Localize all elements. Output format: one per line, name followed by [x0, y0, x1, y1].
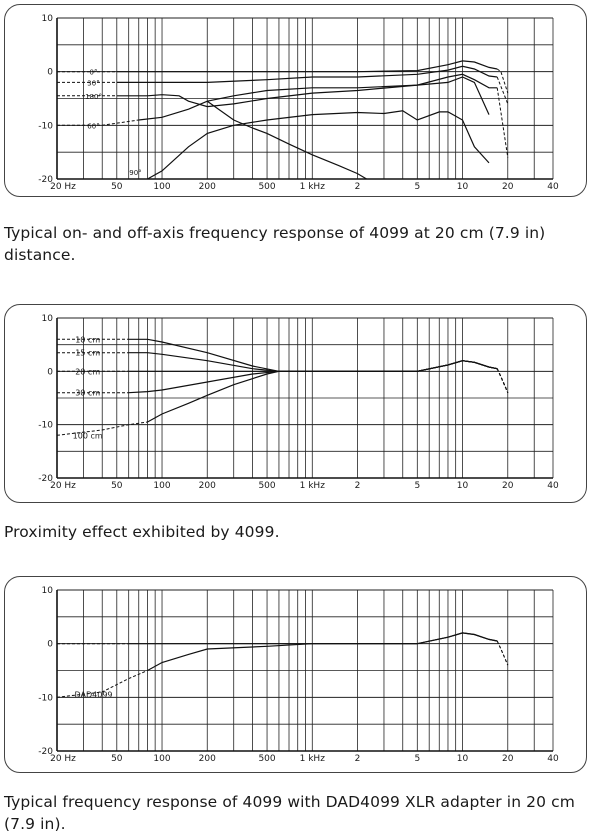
chart-panel-polar-response: [4, 4, 587, 197]
series-label: 60°: [87, 122, 100, 131]
y-gridlines: [57, 318, 553, 478]
series-line-dashed-tail: [497, 369, 508, 393]
series-label: DAD4099: [74, 690, 113, 700]
x-tick-label: 5: [414, 182, 421, 192]
y-tick-label: -20: [38, 175, 53, 185]
series-label: 180°: [85, 92, 102, 101]
x-tick-label: 2: [354, 182, 361, 192]
y-tick-label: 10: [41, 14, 53, 24]
x-tick-label: 20 Hz: [50, 754, 76, 764]
series-label: 20 cm: [75, 367, 101, 377]
series-label: 100 cm: [72, 431, 103, 441]
x-tick-label: 5: [414, 754, 421, 764]
caption-2: Proximity effect exhibited by 4099.: [4, 523, 280, 541]
series-line: [117, 66, 497, 82]
series-20-cm: [57, 361, 508, 393]
series-60-: [57, 74, 508, 157]
series-label: 30°: [87, 79, 100, 88]
series-label: 15 cm: [75, 348, 101, 358]
series-line: [148, 111, 490, 179]
series-line-dashed-tail: [497, 641, 508, 665]
x-tick-label: 2: [354, 481, 361, 491]
x-tick-label: 20 Hz: [50, 481, 76, 491]
x-tick-label: 2: [354, 754, 361, 764]
x-tick-label: 500: [258, 754, 276, 764]
y-gridlines: [57, 18, 553, 179]
x-tick-label: 100: [153, 754, 171, 764]
x-tick-label: 1 kHz: [299, 481, 325, 491]
x-tick-label: 40: [547, 754, 559, 764]
y-tick-label: -10: [38, 121, 53, 132]
series-90-: [129, 111, 489, 179]
x-tick-label: 200: [198, 754, 216, 764]
x-tick-label: 50: [111, 754, 123, 764]
x-tick-label: 100: [153, 182, 171, 192]
series-10-cm: [57, 335, 508, 392]
y-tick-label: -20: [38, 747, 53, 757]
x-tick-label: 10: [456, 481, 469, 491]
series-line: [129, 361, 498, 393]
y-tick-label: -10: [38, 420, 53, 431]
x-tick-label: 50: [111, 182, 123, 192]
y-tick-label: 0: [47, 67, 53, 78]
x-tick-label: 40: [547, 481, 559, 491]
x-tick-label: 20: [502, 754, 514, 764]
chart-1: [5, 5, 586, 196]
chart-panel-proximity: [4, 304, 587, 503]
series-100-cm: [57, 361, 508, 441]
series-label: 90°: [129, 169, 142, 177]
y-tick-label: 0: [47, 639, 53, 650]
x-tick-label: 500: [258, 182, 276, 192]
x-tick-label: 10: [456, 182, 469, 192]
y-tick-label: 10: [41, 314, 53, 324]
x-tick-label: 500: [258, 481, 276, 491]
y-gridlines: [57, 590, 553, 751]
chart-panel-dad4099: [4, 576, 587, 773]
series-15-cm: [57, 349, 508, 393]
series-line: [129, 353, 498, 372]
y-tick-label: -20: [38, 474, 53, 484]
series-0-: [57, 61, 508, 93]
series-line: [117, 61, 497, 72]
x-tick-label: 5: [414, 481, 421, 491]
series-line-dashed-tail: [497, 69, 508, 93]
x-tick-label: 200: [198, 182, 216, 192]
x-tick-label: 200: [198, 481, 216, 491]
x-tick-label: 10: [456, 754, 469, 764]
series-label: 30 cm: [75, 388, 101, 398]
series-unnamed-0: [57, 633, 508, 665]
series-line: [148, 361, 498, 422]
series-DAD4099: [57, 633, 508, 700]
x-tick-label: 50: [111, 481, 123, 491]
chart-3: [5, 577, 586, 772]
x-tick-label: 1 kHz: [299, 754, 325, 764]
x-tick-label: 20: [502, 481, 514, 491]
caption-3: Typical frequency response of 4099 with DAD4099 XLR adapter in 20 cm (7.9 in).: [4, 793, 575, 833]
x-tick-label: 20 Hz: [50, 182, 76, 192]
series-label: 10 cm: [75, 335, 101, 345]
series-line: [139, 74, 498, 120]
x-tick-label: 100: [153, 481, 171, 491]
y-tick-label: -10: [38, 693, 53, 704]
x-tick-label: 20: [502, 182, 514, 192]
x-tick-label: 1 kHz: [299, 182, 325, 192]
chart-2: [5, 305, 586, 502]
series-line: [148, 633, 498, 671]
x-tick-label: 40: [547, 182, 559, 192]
y-tick-label: 10: [41, 586, 53, 596]
series-label: 0°: [89, 68, 98, 77]
caption-1: Typical on- and off-axis frequency response of 4099 at 20 cm (7.9 in) distance.: [4, 224, 546, 264]
y-tick-label: 0: [47, 367, 53, 378]
